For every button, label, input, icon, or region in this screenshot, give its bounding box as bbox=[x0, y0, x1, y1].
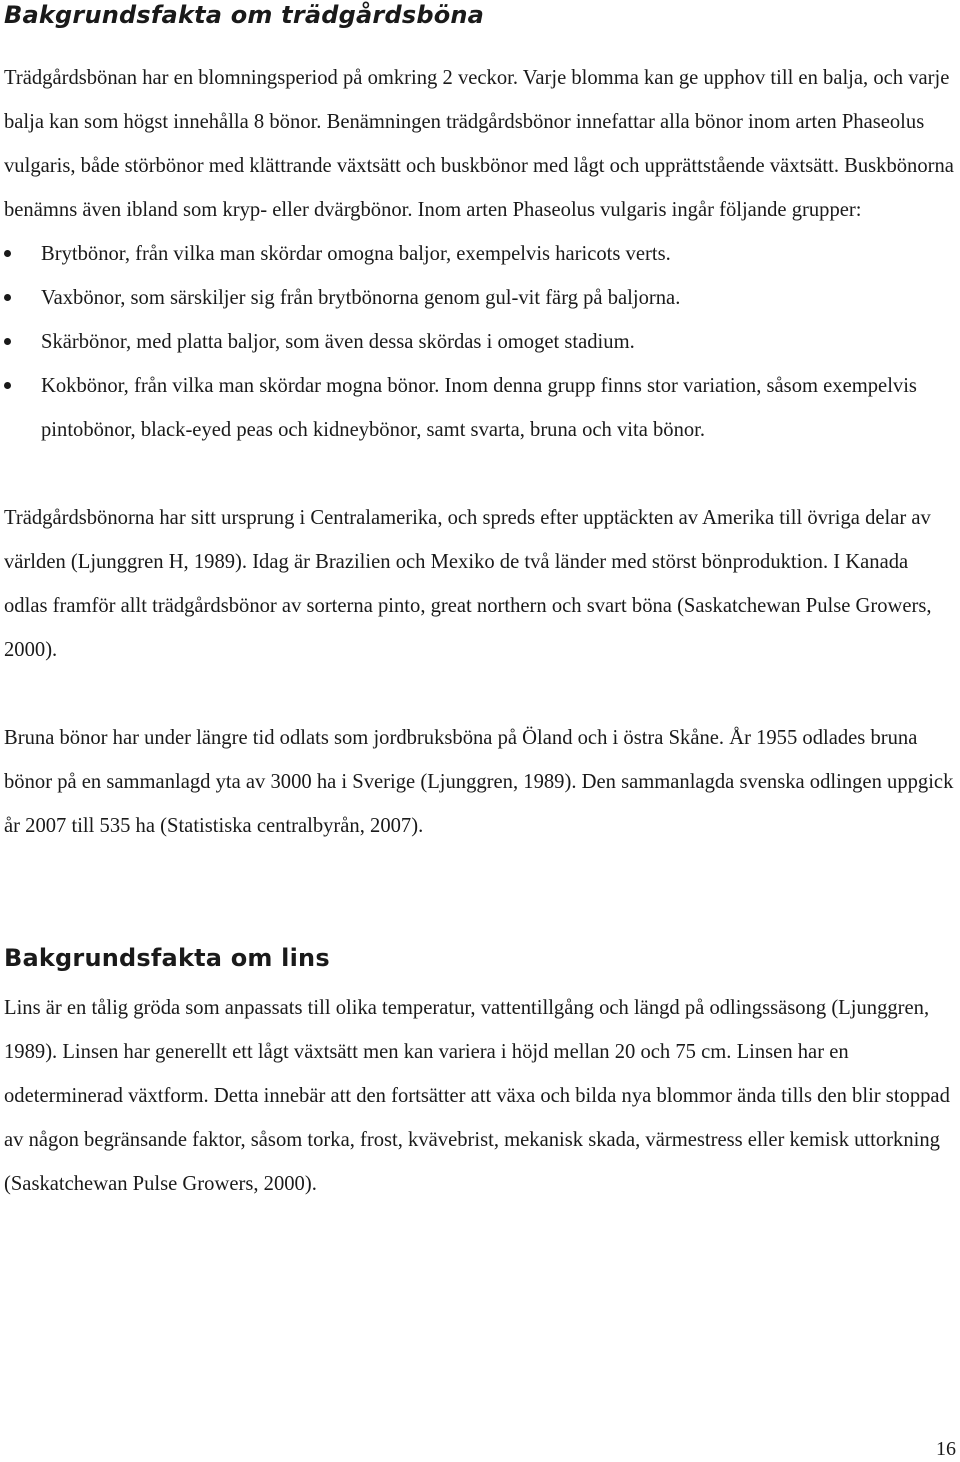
page-number: 16 bbox=[936, 1438, 956, 1460]
list-item: Vaxbönor, som särskiljer sig från brytbönorna genom gul-vit färg på baljorna. bbox=[4, 276, 956, 320]
list-item: Skärbönor, med platta baljor, som även dessa skördas i omoget stadium. bbox=[4, 320, 956, 364]
paragraph-lentil: Lins är en tålig gröda som anpassats till olika temperatur, vattentillgång och längd på odlingssäsong (Ljunggren, 1989). Linsen har generellt ett lågt växtsätt men kan variera i höjd mellan 20 och 75 cm. Linsen har en odeterminerad växtform. Detta innebär att den fortsätter att växa och bilda nya blommor ända tills den blir stoppad av någon begränsande faktor, såsom torka, frost, kvävebrist, mekanisk skada, värmestress eller kemisk uttorkning (Saskatchewan Pulse Growers, 2000). bbox=[4, 997, 950, 1195]
paragraph-intro-bean: Trädgårdsbönan har en blomningsperiod på omkring 2 veckor. Varje blomma kan ge upphov till en balja, och varje balja kan som högst innehålla 8 bönor. Benämningen trädgårdsbönor innefattar alla bönor inom arten Phaseolus vulgaris, både störbönor med klättrande växtsätt och buskbönor med lågt och upprättstående växtsätt. Buskbönorna benämns även ibland som kryp- eller dvärgbönor. Inom arten Phaseolus vulgaris ingår följande grupper: bbox=[4, 67, 954, 221]
document-page bbox=[4, 0, 956, 1206]
paragraph-brown-beans: Bruna bönor har under längre tid odlats som jordbruksböna på Öland och i östra Skåne. År 1955 odlades bruna bönor på en sammanlagd yta av 3000 ha i Sverige (Ljunggren, 1989). Den sammanlagda svenska odlingen uppgick år 2007 till 535 ha (Statistiska centralbyrån, 2007). bbox=[4, 727, 954, 837]
bullet-icon bbox=[4, 382, 11, 389]
heading-tradgardsbona: Bakgrundsfakta om trädgårdsböna bbox=[4, 1, 485, 29]
list-item: Kokbönor, från vilka man skördar mogna bönor. Inom denna grupp finns stor variation, såsom exempelvis pintobönor, black-eyed peas och kidneybönor, samt svarta, bruna och vita bönor. bbox=[4, 364, 956, 452]
bullet-icon bbox=[4, 338, 11, 345]
bean-groups-list bbox=[4, 232, 956, 452]
heading-lins: Bakgrundsfakta om lins bbox=[4, 944, 330, 972]
list-item: Brytbönor, från vilka man skördar omogna baljor, exempelvis haricots verts. bbox=[4, 232, 956, 276]
paragraph-origin: Trädgårdsbönorna har sitt ursprung i Centralamerika, och spreds efter upptäckten av Amerika till övriga delar av världen (Ljunggren H, 1989). Idag är Brazilien och Mexiko de två länder med störst bönproduktion. I Kanada odlas framför allt trädgårdsbönor av sorterna pinto, great northern och svart böna (Saskatchewan Pulse Growers, 2000). bbox=[4, 507, 932, 661]
bullet-icon bbox=[4, 250, 11, 257]
bullet-icon bbox=[4, 294, 11, 301]
